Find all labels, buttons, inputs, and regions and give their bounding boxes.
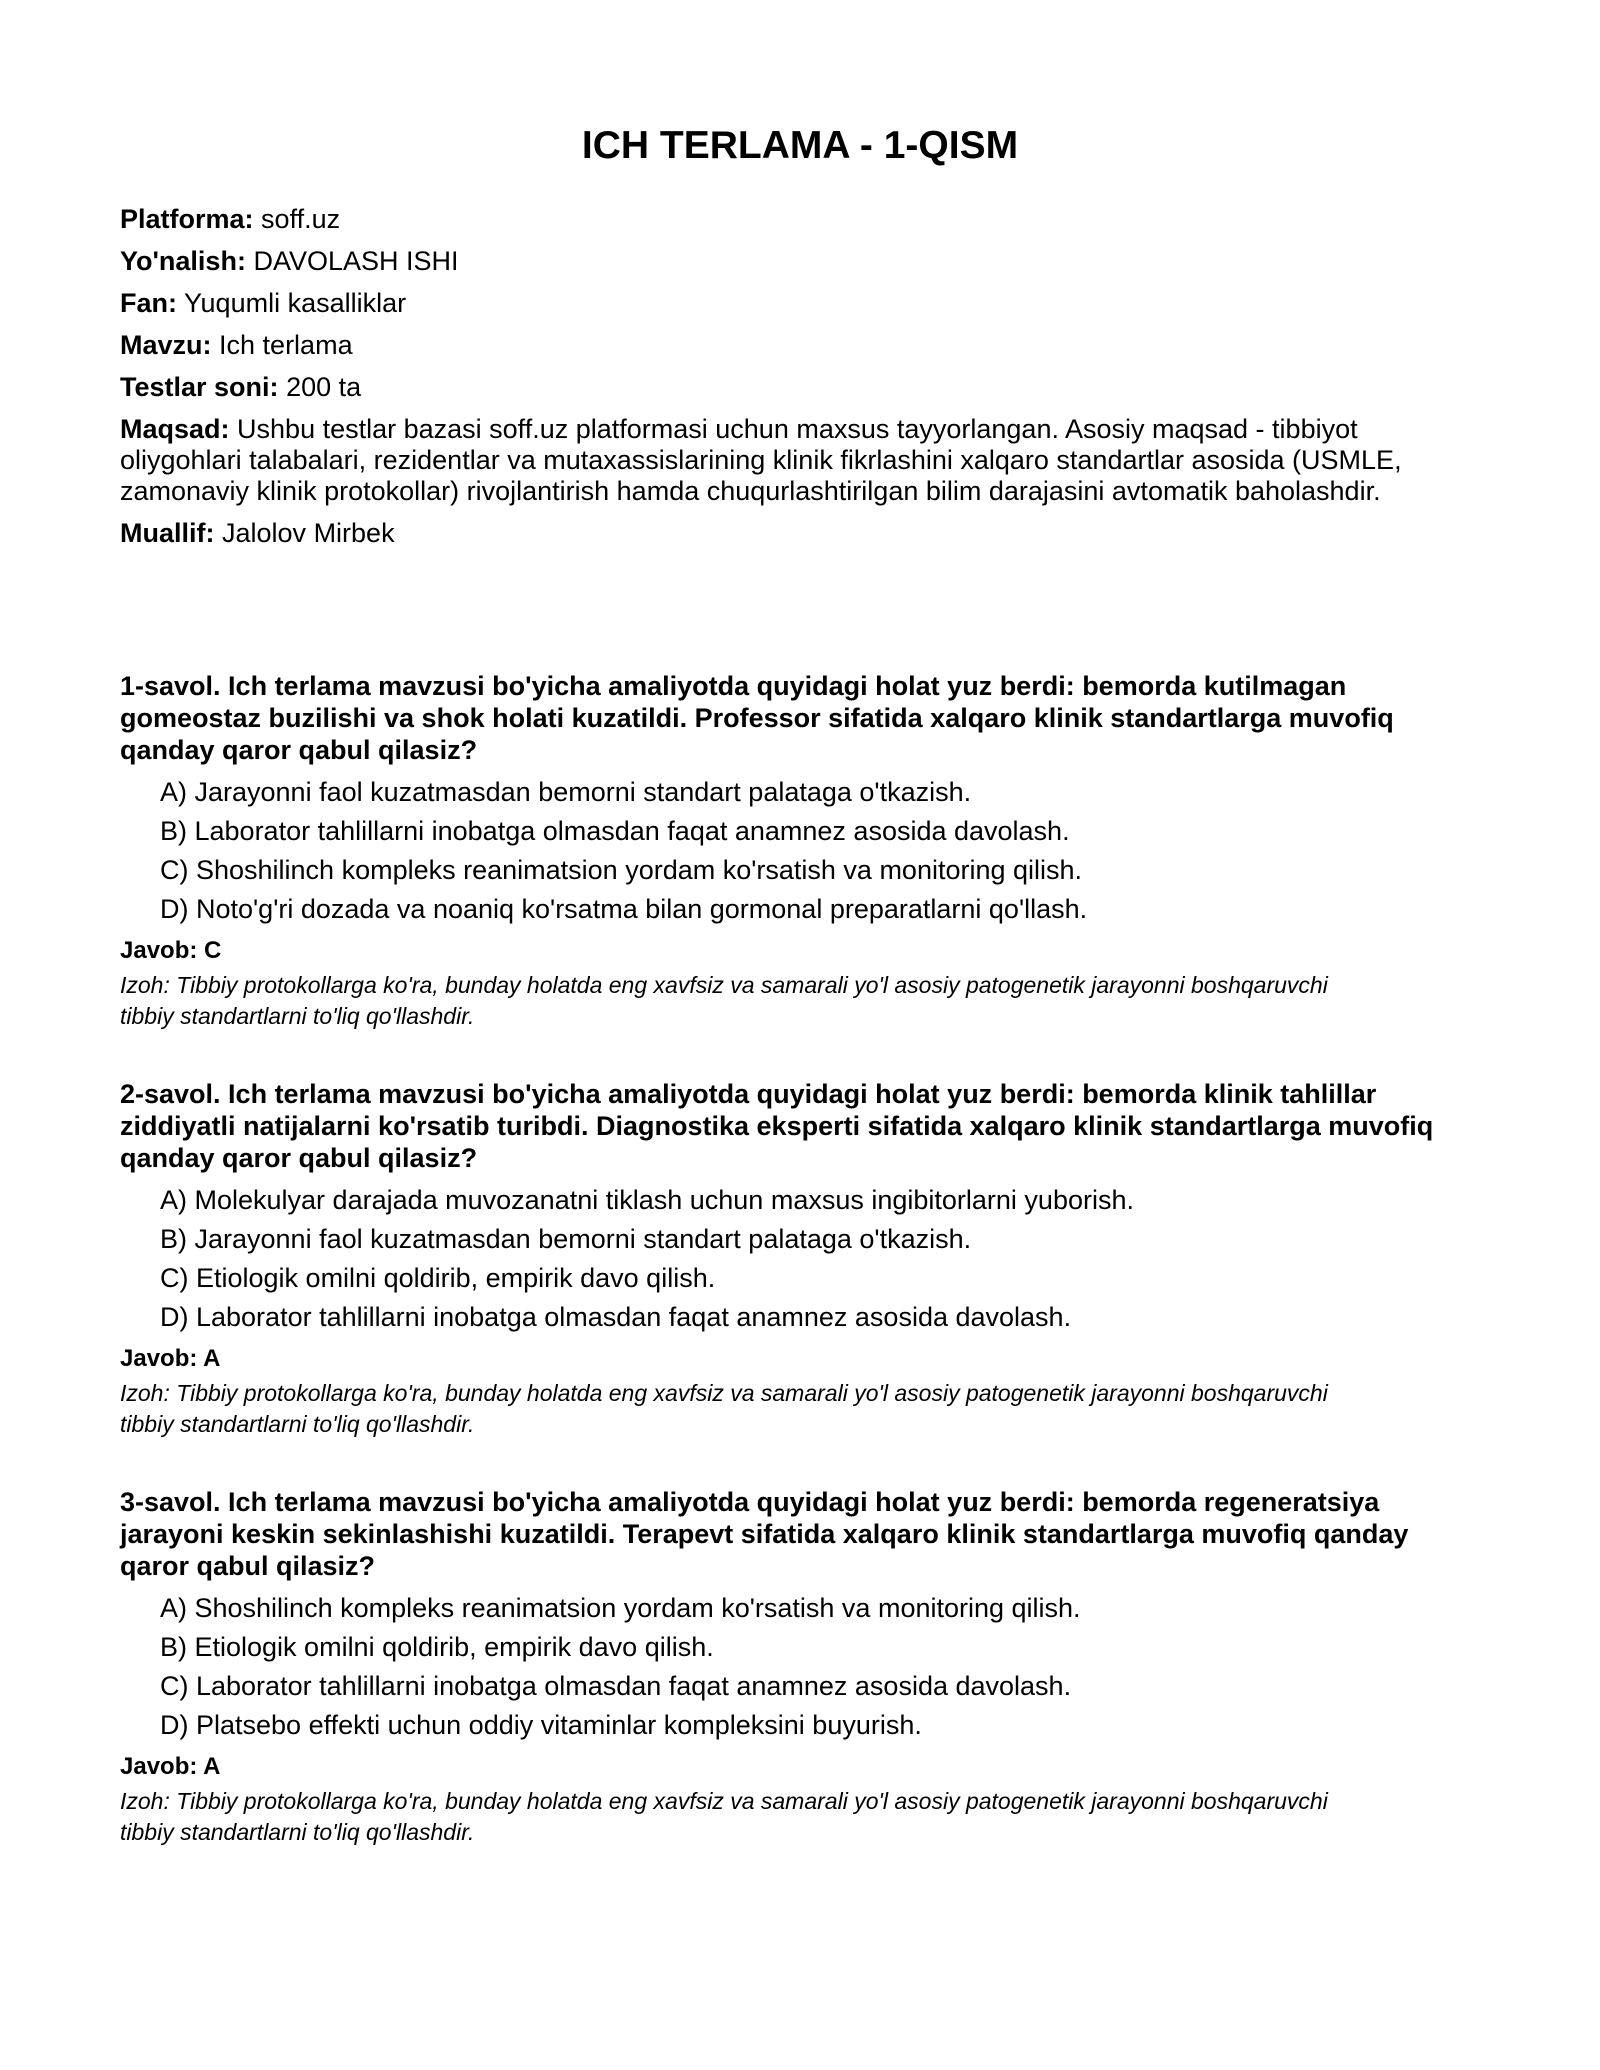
answer: Javob: A [120,1345,221,1372]
document-metadata [120,204,1480,560]
explanation: Izoh: Tibbiy protokollarga ko'ra, bunday holatda eng xavfsiz va samarali yo'l asosiy patogenetik jarayonni boshqaruvchi tibbiy standartlarni to'liq qo'llashdir. [120,972,1328,1029]
meta-value: DAVOLASH ISHI [253,246,459,276]
meta-key: Fan: [120,288,177,318]
question-3 [120,1486,1480,1848]
option-b: B) Etiologik omilni qoldirib, empirik davo qilish. [160,1632,714,1662]
option-list [120,1592,1480,1741]
meta-subject [120,288,1480,319]
question-text: 1-savol. Ich terlama mavzusi bo'yicha amaliyotda quyidagi holat yuz berdi: bemorda kutilmagan gomeostaz buzilishi va shok holati kuzatildi. Professor sifatida xalqaro klinik standartlarga muvofiq qanday qaror qabul qilasiz? [120,671,1394,765]
meta-key: Testlar soni: [120,372,279,402]
option-a: A) Jarayonni faol kuzatmasdan bemorni standart palataga o'tkazish. [160,777,972,807]
explanation: Izoh: Tibbiy protokollarga ko'ra, bunday holatda eng xavfsiz va samarali yo'l asosiy patogenetik jarayonni boshqaruvchi tibbiy standartlarni to'liq qo'llashdir. [120,1380,1328,1437]
option-d: D) Platsebo effekti uchun oddiy vitaminlar kompleksini buyurish. [160,1710,922,1740]
document-title: ICH TERLAMA - 1-QISM [581,124,1019,167]
answer: Javob: C [120,937,222,964]
meta-direction [120,246,1480,277]
meta-purpose [120,414,1480,507]
option-c: C) Laborator tahlillarni inobatga olmasdan faqat anamnez asosida davolash. [160,1671,1072,1701]
option-a: A) Molekulyar darajada muvozanatni tiklash uchun maxsus ingibitorlarni yuborish. [160,1185,1134,1215]
meta-key: Mavzu: [120,330,212,360]
meta-topic [120,330,1480,361]
option-b: B) Laborator tahlillarni inobatga olmasdan faqat anamnez asosida davolash. [160,816,1070,846]
meta-value: Ushbu testlar bazasi soff.uz platformasi uchun maxsus tayyorlangan. Asosiy maqsad - tibbiyot oliygohlari talabalari, rezidentlar va mutaxassislarining klinik fikrlashini xalqaro standartlar asosida (USMLE, zamonaviy klinik protokollar) rivojlantirish hamda chuqurlashtirilgan bilim darajasini avtomatik baholashdir. [120,414,1402,506]
meta-value: Jalolov Mirbek [222,518,395,548]
answer: Javob: A [120,1753,221,1780]
question-text: 3-savol. Ich terlama mavzusi bo'yicha amaliyotda quyidagi holat yuz berdi: bemorda regeneratsiya jarayoni keskin sekinlashishi kuzatildi. Terapevt sifatida xalqaro klinik standartlarga muvofiq qanday qaror qabul qilasiz? [120,1487,1409,1581]
meta-key: Yo'nalish: [120,246,246,276]
option-list [120,776,1480,925]
meta-value: Ich terlama [219,330,353,360]
option-a: A) Shoshilinch kompleks reanimatsion yordam ko'rsatish va monitoring qilish. [160,1593,1081,1623]
option-d: D) Laborator tahlillarni inobatga olmasdan faqat anamnez asosida davolash. [160,1302,1072,1332]
meta-key: Platforma: [120,204,254,234]
option-c: C) Etiologik omilni qoldirib, empirik davo qilish. [160,1263,716,1293]
meta-author [120,518,1480,549]
meta-key: Maqsad: [120,414,230,444]
meta-value: Yuqumli kasalliklar [184,288,407,318]
meta-value: 200 ta [286,372,362,402]
option-d: D) Noto'g'ri dozada va noaniq ko'rsatma bilan gormonal preparatlarni qo'llash. [160,894,1088,924]
option-b: B) Jarayonni faol kuzatmasdan bemorni standart palataga o'tkazish. [160,1224,972,1254]
meta-test-count [120,372,1480,403]
question-2 [120,1078,1480,1440]
meta-key: Muallif: [120,518,215,548]
explanation: Izoh: Tibbiy protokollarga ko'ra, bunday holatda eng xavfsiz va samarali yo'l asosiy patogenetik jarayonni boshqaruvchi tibbiy standartlarni to'liq qo'llashdir. [120,1788,1328,1845]
meta-platform [120,204,1480,235]
question-text: 2-savol. Ich terlama mavzusi bo'yicha amaliyotda quyidagi holat yuz berdi: bemorda klinik tahlillar ziddiyatli natijalarni ko'rsatib turibdi. Diagnostika eksperti sifatida xalqaro klinik standartlarga muvofiq qanday qaror qabul qilasiz? [120,1079,1434,1173]
meta-value: soff.uz [261,204,341,234]
question-1 [120,670,1480,1032]
option-list [120,1184,1480,1333]
option-c: C) Shoshilinch kompleks reanimatsion yordam ko'rsatish va monitoring qilish. [160,855,1083,885]
